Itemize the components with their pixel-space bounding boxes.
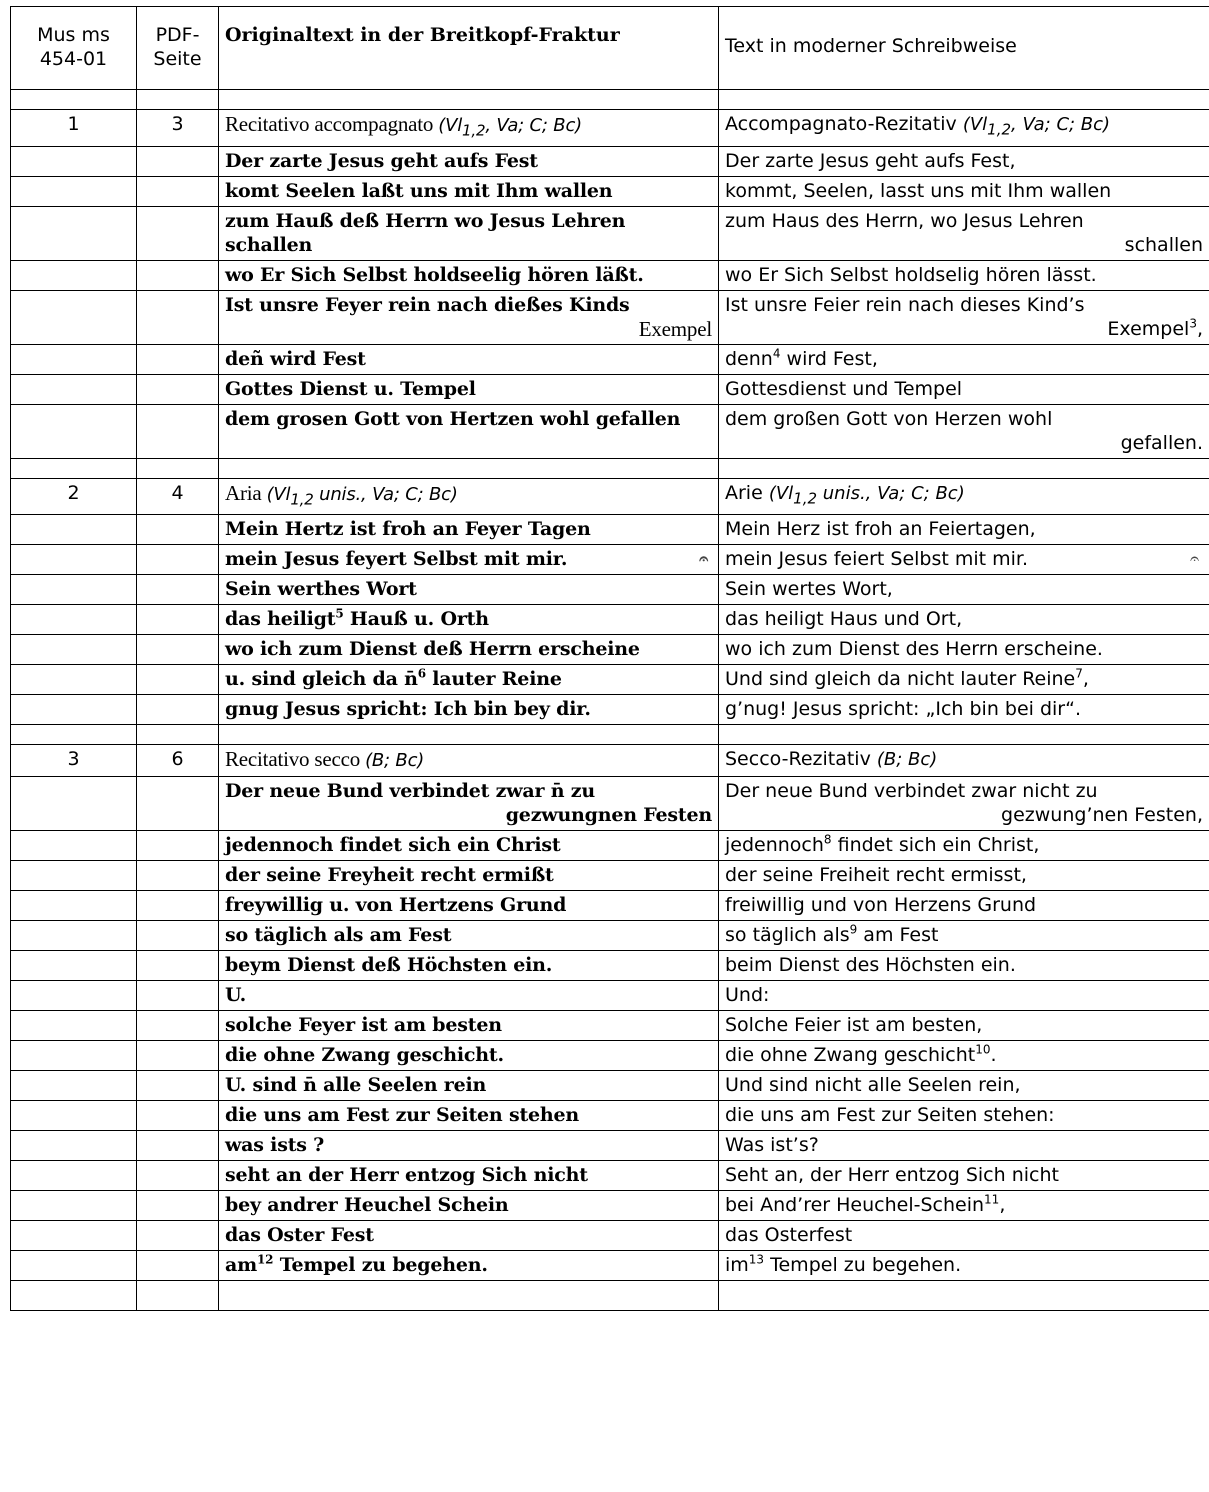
table-row (11, 176, 1209, 206)
modern-line: g’nug! Jesus spricht: „Ich bin bei dir“. (719, 695, 1209, 725)
modern-line: mein Jesus feiert Selbst mit mir. 𝄐 (719, 545, 1209, 575)
original-line: U. sind n̄ alle Seelen rein (219, 1071, 719, 1101)
modern-line: Solche Feier ist am besten, (719, 1011, 1209, 1041)
header-ms: Mus ms 454-01 (11, 7, 137, 90)
modern-line: die ohne Zwang geschicht$^{10}$. (719, 1041, 1209, 1071)
modern-line: Der neue Bund verbindet zwar nicht zu gezwung’nen Festen, (719, 777, 1209, 831)
header-row (11, 7, 1209, 90)
modern-line: $im^{13}$ Tempel zu begehen. (719, 1251, 1209, 1281)
spacer-row (11, 458, 1209, 478)
table-row (11, 635, 1209, 665)
table-row (11, 951, 1209, 981)
table-row (11, 374, 1209, 404)
original-line: Der neue Bund verbindet zwar n̄ zu gezwungnen Festen (219, 777, 719, 831)
modern-line: der seine Freiheit recht ermisst, (719, 861, 1209, 891)
original-title: Aria ($Vl_{1,2}$ unis., Va; C; Bc) (219, 478, 719, 515)
table-row (11, 891, 1209, 921)
table-row (11, 605, 1209, 635)
table-row (11, 404, 1209, 458)
original-line: was ists ? (219, 1131, 719, 1161)
modern-line: Mein Herz ist froh an Feiertagen, (719, 515, 1209, 545)
table-row (11, 1101, 1209, 1131)
table-row (11, 290, 1209, 344)
modern-line: jedennoch$^8$ findet sich ein Christ, (719, 831, 1209, 861)
ms-number: 3 (11, 745, 137, 777)
modern-line: zum Haus des Herrn, wo Jesus Lehren schallen (719, 206, 1209, 260)
table-row (11, 921, 1209, 951)
modern-line: wo Er Sich Selbst holdselig hören lässt. (719, 260, 1209, 290)
original-line: Der zarte Jesus geht aufs Fest (219, 146, 719, 176)
original-line: der seine Freyheit recht ermißt (219, 861, 719, 891)
original-title: Recitativo secco (B; Bc) (219, 745, 719, 777)
table-row (11, 1011, 1209, 1041)
table-row (11, 831, 1209, 861)
table-row (11, 1071, 1209, 1101)
original-line: das heiligt$^5$ Hauß u. Orth (219, 605, 719, 635)
modern-line: das Osterfest (719, 1221, 1209, 1251)
original-line: beym Dienst deß Höchsten ein. (219, 951, 719, 981)
modern-line: beim Dienst des Höchsten ein. (719, 951, 1209, 981)
original-line: wo Er Sich Selbst holdseelig hören läßt. (219, 260, 719, 290)
table-row (11, 260, 1209, 290)
modern-line: Was ist’s? (719, 1131, 1209, 1161)
original-line: u. sind gleich da n̄$^6$ lauter Reine (219, 665, 719, 695)
original-line: komt Seelen laßt uns mit Ihm wallen (219, 176, 719, 206)
original-line: das Oster Fest (219, 1221, 719, 1251)
header-modern: Text in moderner Schreibweise (719, 7, 1209, 90)
ms-number: 2 (11, 478, 137, 515)
original-line: freywillig u. von Hertzens Grund (219, 891, 719, 921)
original-line: U. (219, 981, 719, 1011)
original-line: Sein werthes Wort (219, 575, 719, 605)
table-row (11, 1221, 1209, 1251)
section-title-row (11, 478, 1209, 515)
original-line: bey andrer Heuchel Schein (219, 1191, 719, 1221)
spacer-row (11, 1281, 1209, 1311)
spacer-row (11, 725, 1209, 745)
modern-title: Secco-Rezitativ (B; Bc) (719, 745, 1209, 777)
modern-line: Und sind gleich da nicht lauter Reine$^7$, (719, 665, 1209, 695)
modern-line: kommt, Seelen, lasst uns mit Ihm wallen (719, 176, 1209, 206)
original-line: die uns am Fest zur Seiten stehen (219, 1101, 719, 1131)
table-row (11, 146, 1209, 176)
modern-line: Gottesdienst und Tempel (719, 374, 1209, 404)
original-line: $am^{12}$ Tempel zu begehen. (219, 1251, 719, 1281)
pdf-page: 3 (137, 110, 219, 147)
spacer-row (11, 90, 1209, 110)
table-row (11, 1191, 1209, 1221)
table-row (11, 206, 1209, 260)
modern-line: so täglich als$^9$ am Fest (719, 921, 1209, 951)
table-row (11, 575, 1209, 605)
modern-line: Und: (719, 981, 1209, 1011)
original-line: seht an der Herr entzog Sich nicht (219, 1161, 719, 1191)
modern-line: die uns am Fest zur Seiten stehen: (719, 1101, 1209, 1131)
table-row (11, 1131, 1209, 1161)
table-row (11, 861, 1209, 891)
modern-title: Accompagnato-Rezitativ ($Vl_{1,2}$, Va; C; Bc) (719, 110, 1209, 147)
modern-line: freiwillig und von Herzens Grund (719, 891, 1209, 921)
original-line: dem grosen Gott von Hertzen wohl gefallen (219, 404, 719, 458)
modern-line: dem großen Gott von Herzen wohl gefallen. (719, 404, 1209, 458)
original-line: Gottes Dienst u. Tempel (219, 374, 719, 404)
table-row (11, 1161, 1209, 1191)
original-line: solche Feyer ist am besten (219, 1011, 719, 1041)
table-row (11, 665, 1209, 695)
original-line: zum Hauß deß Herrn wo Jesus Lehren schallen (219, 206, 719, 260)
original-line: so täglich als am Fest (219, 921, 719, 951)
pdf-page: 6 (137, 745, 219, 777)
modern-line: das heiligt Haus und Ort, (719, 605, 1209, 635)
fermata-icon: 𝄐 (1190, 549, 1199, 569)
original-line: jedennoch findet sich ein Christ (219, 831, 719, 861)
table-row (11, 777, 1209, 831)
original-line: deñ wird Fest (219, 344, 719, 374)
table-row (11, 981, 1209, 1011)
modern-line: Und sind nicht alle Seelen rein, (719, 1071, 1209, 1101)
section-title-row (11, 110, 1209, 147)
table-row (11, 545, 1209, 575)
ms-number: 1 (11, 110, 137, 147)
table-row (11, 1251, 1209, 1281)
original-title: Recitativo accompagnato ($Vl_{1,2}$, Va; C; Bc) (219, 110, 719, 147)
fermata-icon: 𝄐 (699, 549, 708, 569)
original-line: Ist unsre Feyer rein nach dießes Kinds Exempel (219, 290, 719, 344)
table-row (11, 1041, 1209, 1071)
table-row (11, 515, 1209, 545)
original-line: wo ich zum Dienst deß Herrn erscheine (219, 635, 719, 665)
modern-line: Der zarte Jesus geht aufs Fest, (719, 146, 1209, 176)
original-line: mein Jesus feyert Selbst mit mir. 𝄐 (219, 545, 719, 575)
modern-line: Sein wertes Wort, (719, 575, 1209, 605)
table-row (11, 695, 1209, 725)
section-title-row (11, 745, 1209, 777)
modern-line: wo ich zum Dienst des Herrn erscheine. (719, 635, 1209, 665)
modern-line: Seht an, der Herr entzog Sich nicht (719, 1161, 1209, 1191)
original-line: gnug Jesus spricht: Ich bin bey dir. (219, 695, 719, 725)
header-original: Originaltext in der Breitkopf-Fraktur (219, 7, 719, 90)
modern-title: Arie ($Vl_{1,2}$ unis., Va; C; Bc) (719, 478, 1209, 515)
modern-line: Ist unsre Feier rein nach dieses Kind’s Exempel$^3$, (719, 290, 1209, 344)
pdf-page: 4 (137, 478, 219, 515)
modern-line: denn$^4$ wird Fest, (719, 344, 1209, 374)
header-pdf: PDF- Seite (137, 7, 219, 90)
modern-line: bei And’rer Heuchel-Schein$^{11}$, (719, 1191, 1209, 1221)
table-row (11, 344, 1209, 374)
original-line: die ohne Zwang geschicht. (219, 1041, 719, 1071)
original-line: Mein Hertz ist froh an Feyer Tagen (219, 515, 719, 545)
text-comparison-table (10, 6, 1209, 1311)
